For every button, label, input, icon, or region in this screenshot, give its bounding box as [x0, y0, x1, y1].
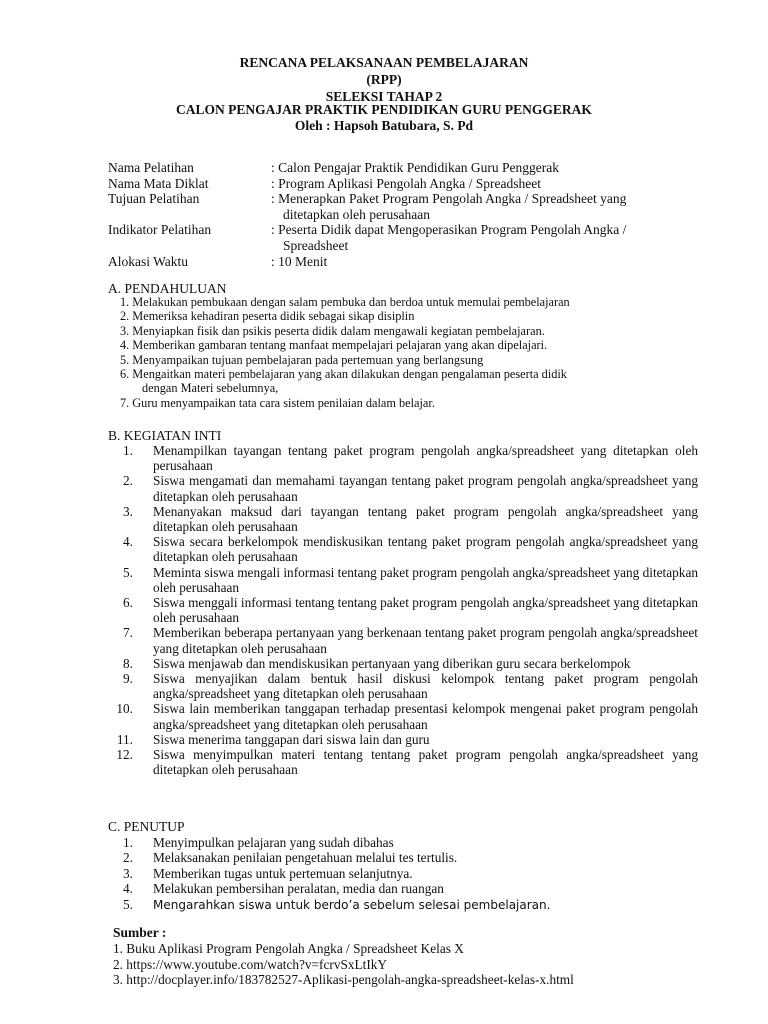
list-item	[108, 473, 698, 503]
info-label: Indikator Pelatihan	[108, 222, 212, 238]
list-number: 4.	[123, 881, 133, 897]
list-number: 1.	[123, 835, 133, 850]
list-text: Siswa menyimpulkan materi tentang tentang paket program pengolah angka/spreadsheet yang ditetapkan oleh perusahaan	[153, 747, 698, 778]
doc-title: RENCANA PELAKSANAAN PEMBELAJARAN	[239, 55, 529, 70]
list-item	[108, 625, 698, 655]
penutup-list	[108, 835, 698, 913]
info-value-line: ditetapkan oleh perusahaan	[283, 206, 430, 222]
list-item: 2. Memeriksa kehadiran peserta didik sebagai sikap disiplin	[120, 309, 415, 324]
doc-subtitle-rpp: (RPP)	[366, 72, 402, 87]
list-text: Menyimpulkan pelajaran yang sudah dibahas	[153, 835, 394, 850]
info-label: Alokasi Waktu	[108, 253, 189, 269]
list-item	[108, 656, 698, 671]
list-number: 7.	[123, 625, 133, 641]
list-text: Siswa secara berkelompok mendiskusikan tentang paket program pengolah angka/spreadsheet yang ditetapkan oleh perusahaan	[153, 534, 698, 565]
list-text: Siswa menyajikan dalam bentuk hasil diskusi kelompok tentang paket program pengolah angka/spreadsheet yang ditetapkan oleh perusahaan	[153, 671, 698, 702]
list-number: 4.	[123, 534, 133, 550]
list-item	[108, 595, 698, 625]
list-text: Melakukan pembersihan peralatan, media dan ruangan	[153, 881, 444, 897]
list-number: 6.	[123, 595, 133, 611]
info-label: Tujuan Pelatihan	[108, 191, 200, 207]
list-item-continuation: dengan Materi sebelumnya,	[142, 381, 279, 396]
list-item	[108, 732, 698, 747]
list-item: 5. Menyampaikan tujuan pembelajaran pada pertemuan yang berlangsung	[120, 352, 484, 367]
list-item	[108, 504, 698, 534]
info-value: : 10 Menit	[271, 253, 328, 269]
list-text: Siswa menerima tanggapan dari siswa lain dan guru	[153, 731, 430, 747]
list-number: 1.	[123, 443, 133, 458]
list-number: 5.	[123, 564, 133, 580]
list-text: Memberikan tugas untuk pertemuan selanjutnya.	[153, 865, 413, 881]
list-item	[108, 897, 698, 913]
list-item: 6. Mengaitkan materi pembelajaran yang akan dilakukan dengan pengalaman peserta didik	[120, 367, 567, 382]
list-text: Meminta siswa mengali informasi tentang paket program pengolah angka/spreadsheet yang ditetapkan oleh perusahaan	[153, 564, 699, 595]
sources-list	[113, 941, 574, 988]
list-item	[108, 565, 698, 595]
info-value	[271, 222, 701, 253]
list-text: Mengarahkan siswa untuk berdo’a sebelum selesai pembelajaran.	[153, 897, 551, 912]
doc-subtitle-seleksi: SELEKSI TAHAP 2	[325, 89, 443, 104]
list-number: 11.	[116, 731, 133, 747]
list-number: 3.	[123, 865, 133, 881]
info-value: : Calon Pengajar Praktik Pendidikan Guru Penggerak	[271, 160, 559, 175]
list-number: 8.	[123, 655, 133, 671]
list-number: 9.	[123, 671, 133, 687]
list-item	[108, 881, 698, 896]
list-number: 2.	[123, 850, 133, 866]
list-item: 3. Menyiapkan fisik dan psikis peserta didik dalam mengawali kegiatan pembelajaran.	[120, 323, 545, 338]
list-item	[108, 747, 698, 777]
info-value-line: : Menerapkan Paket Program Pengolah Angka / Spreadsheet yang	[271, 191, 627, 207]
info-value-line: Spreadsheet	[283, 237, 349, 253]
list-text: Melaksanakan penilaian pengetahuan melalui tes tertulis.	[153, 850, 458, 866]
list-text: Memberikan beberapa pertanyaan yang berkenaan tentang paket program pengolah angka/spreadsheet yang ditetapkan oleh perusahaan	[153, 625, 698, 656]
list-text: Siswa lain memberikan tanggapan terhadap presentasi kelompok mengenai paket program pengolah angka/spreadsheet yang ditetapkan oleh perusahaan	[153, 701, 698, 732]
section-heading-penutup: C. PENUTUP	[108, 819, 185, 834]
section-heading-kegiatan-inti: B. KEGIATAN INTI	[108, 428, 222, 443]
kegiatan-inti-list	[108, 443, 698, 777]
list-number: 2.	[123, 473, 133, 489]
list-item: 1. Melakukan pembukaan dengan salam pembuka dan berdoa untuk memulai pembelajaran	[120, 295, 570, 309]
list-item	[108, 835, 698, 850]
source-item: 1. Buku Aplikasi Program Pengolah Angka / Spreadsheet Kelas X	[113, 941, 464, 956]
list-number: 12.	[116, 747, 133, 763]
doc-author: Oleh : Hapsoh Batubara, S. Pd	[294, 118, 474, 133]
list-text: Menampilkan tayangan tentang paket program pengolah angka/spreadsheet yang ditetapkan oleh perusahaan	[153, 443, 698, 474]
source-link[interactable]: 2. https://www.youtube.com/watch?v=fcrvSxLtIkY	[113, 956, 388, 972]
list-item: 4. Memberikan gambaran tentang manfaat mempelajari pelajaran yang akan dipelajari.	[120, 338, 548, 353]
list-item	[108, 850, 698, 865]
info-label: Nama Pelatihan	[108, 160, 194, 175]
info-value	[271, 191, 701, 222]
list-item	[108, 443, 698, 473]
list-item: 7. Guru menyampaikan tata cara sistem penilaian dalam belajar.	[120, 395, 435, 410]
info-label: Nama Mata Diklat	[108, 175, 209, 191]
list-number: 5.	[123, 896, 133, 912]
list-item	[108, 534, 698, 564]
list-item	[108, 866, 698, 881]
info-value-line: : Peserta Didik dapat Mengoperasikan Program Pengolah Angka /	[271, 222, 627, 238]
list-number: 10.	[116, 701, 133, 717]
list-item	[108, 701, 698, 731]
list-text: Menanyakan maksud dari tayangan tentang paket program pengolah angka/spreadsheet yang ditetapkan oleh perusahaan	[153, 503, 698, 535]
sources-heading: Sumber :	[113, 925, 167, 940]
list-item	[108, 671, 698, 701]
pendahuluan-list	[120, 295, 570, 410]
list-text: Siswa menjawab dan mendiskusikan pertanyaan yang diberikan guru secara berkelompok	[153, 655, 631, 671]
list-text: Siswa mengamati dan memahami tayangan tentang paket program pengolah angka/spreadsheet yang ditetapkan oleh perusahaan	[153, 473, 698, 504]
source-link[interactable]: 3. http://docplayer.info/183782527-Aplikasi-pengolah-angka-spreadsheet-kelas-x.html	[113, 972, 574, 988]
list-text: Siswa menggali informasi tentang tentang paket program pengolah angka/spreadsheet yang ditetapkan oleh perusahaan	[153, 595, 699, 626]
doc-subtitle-calon: CALON PENGAJAR PRAKTIK PENDIDIKAN GURU PENGGERAK	[176, 102, 592, 117]
section-heading-pendahuluan: A. PENDAHULUAN	[108, 281, 227, 296]
list-number: 3.	[123, 503, 133, 519]
info-value: : Program Aplikasi Pengolah Angka / Spreadsheet	[271, 175, 541, 191]
